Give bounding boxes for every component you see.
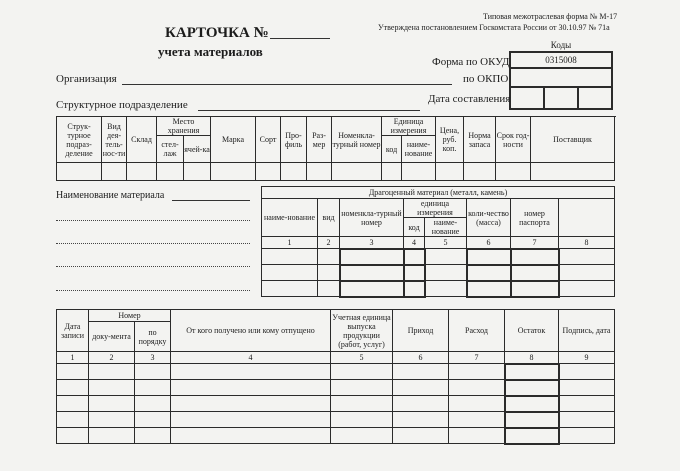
table-cell <box>559 199 615 237</box>
table-cell[interactable] <box>467 265 511 281</box>
column-number: 2 <box>89 352 135 364</box>
table-cell[interactable] <box>393 396 449 412</box>
material-name-line[interactable] <box>56 290 250 291</box>
table-cell[interactable] <box>511 265 559 281</box>
table-cell[interactable] <box>393 412 449 428</box>
table-cell[interactable] <box>467 281 511 297</box>
column-number: 2 <box>318 237 340 249</box>
table-cell[interactable] <box>262 249 318 265</box>
column-number: 1 <box>57 352 89 364</box>
table-cell[interactable] <box>318 249 340 265</box>
table-cell[interactable] <box>382 163 402 181</box>
table-cell[interactable] <box>256 163 281 181</box>
col-balance: Остаток <box>505 310 559 352</box>
col-record-date: Дата записи <box>57 310 89 352</box>
table-cell[interactable] <box>393 380 449 396</box>
col-precious-unit-code: код <box>404 218 425 237</box>
col-signature: Подпись, дата <box>559 310 615 352</box>
table-cell[interactable] <box>425 249 467 265</box>
table-cell[interactable] <box>404 265 425 281</box>
col-precious-name: наиме-нование <box>262 199 318 237</box>
card-subtitle: учета материалов <box>158 44 263 59</box>
table-cell[interactable] <box>505 380 559 396</box>
col-size: Раз-мер <box>307 117 332 163</box>
codes-table <box>509 39 613 110</box>
table-cell[interactable] <box>531 163 615 181</box>
column-number: 6 <box>467 237 511 249</box>
col-precious-qty: коли-чество (масса) <box>467 199 511 237</box>
column-number: 1 <box>262 237 318 249</box>
table-cell[interactable] <box>425 265 467 281</box>
table-cell[interactable] <box>393 364 449 380</box>
column-number: 4 <box>404 237 425 249</box>
table-cell[interactable] <box>340 249 404 265</box>
column-number: 9 <box>559 352 615 364</box>
material-name-line[interactable] <box>56 266 250 267</box>
table-cell[interactable] <box>449 380 505 396</box>
col-profile: Про-филь <box>281 117 307 163</box>
table-cell[interactable] <box>505 396 559 412</box>
table-cell[interactable] <box>402 163 436 181</box>
okud-code: 0315008 <box>510 52 612 68</box>
table-cell[interactable] <box>505 412 559 428</box>
column-number: 4 <box>171 352 331 364</box>
col-precious-type: вид <box>318 199 340 237</box>
table-cell[interactable] <box>505 428 559 444</box>
column-number: 8 <box>505 352 559 364</box>
subdivision-field[interactable] <box>198 110 420 111</box>
table-cell[interactable] <box>135 396 171 412</box>
precious-material-table <box>261 186 615 298</box>
precious-title: Драгоценный материал (металл, камень) <box>262 187 615 199</box>
date-year-cell[interactable] <box>578 87 612 109</box>
column-number: 5 <box>425 237 467 249</box>
table-cell[interactable] <box>559 249 615 265</box>
table-cell[interactable] <box>281 163 307 181</box>
table-cell[interactable] <box>171 396 331 412</box>
table-cell[interactable] <box>404 281 425 297</box>
table-cell[interactable] <box>559 380 615 396</box>
table-cell[interactable] <box>57 396 89 412</box>
table-cell[interactable] <box>211 163 256 181</box>
col-precious-unit-name: наиме-нование <box>425 218 467 237</box>
table-cell[interactable] <box>102 163 127 181</box>
column-number: 5 <box>331 352 393 364</box>
col-unit-name: наиме-нование <box>402 136 436 163</box>
date-label: Дата составления <box>428 93 511 105</box>
column-number: 6 <box>393 352 449 364</box>
col-precious-unit: единица измерения <box>404 199 467 218</box>
material-name-line[interactable] <box>56 220 250 221</box>
okud-label: Форма по ОКУД <box>432 56 510 68</box>
col-brand: Марка <box>211 117 256 163</box>
table-cell[interactable] <box>436 163 464 181</box>
table-cell[interactable] <box>318 265 340 281</box>
material-name-label: Наименование материала <box>56 190 165 201</box>
col-subdivision: Струк-турное подраз-деление <box>57 117 102 163</box>
table-cell[interactable] <box>511 281 559 297</box>
table-cell[interactable] <box>307 163 332 181</box>
column-number: 7 <box>449 352 505 364</box>
table-cell[interactable] <box>449 428 505 444</box>
table-cell[interactable] <box>393 428 449 444</box>
subdivision-label: Структурное подразделение <box>56 99 188 111</box>
col-expense: Расход <box>449 310 505 352</box>
table-cell[interactable] <box>89 364 135 380</box>
date-month-cell[interactable] <box>544 87 578 109</box>
col-cell: ячей-ка <box>184 136 211 163</box>
table-cell[interactable] <box>331 412 393 428</box>
table-cell[interactable] <box>449 396 505 412</box>
table-cell[interactable] <box>340 265 404 281</box>
col-price: Цена, руб. коп. <box>436 117 464 163</box>
table-cell[interactable] <box>464 163 496 181</box>
table-cell[interactable] <box>57 364 89 380</box>
table-cell[interactable] <box>171 380 331 396</box>
table-cell[interactable] <box>505 364 559 380</box>
column-number: 3 <box>340 237 404 249</box>
column-number: 3 <box>135 352 171 364</box>
table-cell[interactable] <box>559 265 615 281</box>
table-cell[interactable] <box>89 396 135 412</box>
table-cell[interactable] <box>89 428 135 444</box>
col-supplier: Поставщик <box>531 117 615 163</box>
table-cell[interactable] <box>511 249 559 265</box>
table-cell[interactable] <box>262 281 318 297</box>
codes-header: Коды <box>510 39 612 52</box>
col-income: Приход <box>393 310 449 352</box>
table-cell[interactable] <box>135 364 171 380</box>
material-name-field[interactable] <box>172 200 250 201</box>
table-cell[interactable] <box>171 364 331 380</box>
table-cell[interactable] <box>171 428 331 444</box>
table-cell[interactable] <box>449 364 505 380</box>
material-name-line[interactable] <box>56 243 250 244</box>
organization-field[interactable] <box>122 84 452 85</box>
col-shelf-life: Срок год-ности <box>496 117 531 163</box>
col-warehouse: Склад <box>127 117 157 163</box>
approval-label: Утверждена постановлением Госкомстата России от 30.10.97 № 71а <box>378 23 610 32</box>
col-document-number: доку-мента <box>89 322 135 352</box>
table-cell[interactable] <box>559 428 615 444</box>
table-cell[interactable] <box>559 281 615 297</box>
table-cell[interactable] <box>135 380 171 396</box>
table-cell[interactable] <box>559 364 615 380</box>
col-precious-passport: номер паспорта <box>511 199 559 237</box>
table-cell[interactable] <box>425 281 467 297</box>
table-cell[interactable] <box>332 163 382 181</box>
col-accounting-unit: Учетная единица выпуска продукции (работ, услуг) <box>331 310 393 352</box>
col-from-to: От кого получено или кому отпущено <box>171 310 331 352</box>
card-title: КАРТОЧКА № <box>165 25 269 41</box>
table-cell[interactable] <box>331 380 393 396</box>
table-cell[interactable] <box>331 364 393 380</box>
table-cell[interactable] <box>467 249 511 265</box>
table-cell[interactable] <box>57 163 102 181</box>
table-cell[interactable] <box>559 412 615 428</box>
col-rack: стел-лаж <box>157 136 184 163</box>
col-unit: Единица измерения <box>382 117 436 136</box>
col-precious-number: номенкла-турный номер <box>340 199 404 237</box>
table-cell[interactable] <box>89 412 135 428</box>
table-cell[interactable] <box>262 265 318 281</box>
table-cell[interactable] <box>404 249 425 265</box>
col-grade: Сорт <box>256 117 281 163</box>
table-cell[interactable] <box>496 163 531 181</box>
table-cell[interactable] <box>57 428 89 444</box>
col-number: Номер <box>89 310 171 322</box>
table-cell[interactable] <box>559 396 615 412</box>
col-stock-norm: Норма запаса <box>464 117 496 163</box>
column-number: 8 <box>559 237 615 249</box>
col-unit-code: код <box>382 136 402 163</box>
okpo-code-cell[interactable] <box>510 68 612 87</box>
table-cell[interactable] <box>57 412 89 428</box>
okpo-label: по ОКПО <box>463 73 509 85</box>
table-cell[interactable] <box>331 428 393 444</box>
organization-label: Организация <box>56 73 117 85</box>
table-cell[interactable] <box>340 281 404 297</box>
table-cell[interactable] <box>449 412 505 428</box>
col-storage-place: Место хранения <box>157 117 211 136</box>
table-cell[interactable] <box>157 163 184 181</box>
table-cell[interactable] <box>127 163 157 181</box>
table-cell[interactable] <box>135 412 171 428</box>
table-cell[interactable] <box>135 428 171 444</box>
col-activity: Вид дея-тель-нос-ти <box>102 117 127 163</box>
date-day-cell[interactable] <box>510 87 544 109</box>
table-cell[interactable] <box>318 281 340 297</box>
material-info-table <box>56 116 615 181</box>
table-cell[interactable] <box>57 380 89 396</box>
table-cell[interactable] <box>171 412 331 428</box>
col-item-number: Номенкла-турный номер <box>332 117 382 163</box>
table-cell[interactable] <box>331 396 393 412</box>
table-cell[interactable] <box>184 163 211 181</box>
movement-table <box>56 309 615 445</box>
table-cell[interactable] <box>89 380 135 396</box>
card-number-field[interactable] <box>270 38 330 39</box>
col-order-number: по порядку <box>135 322 171 352</box>
column-number: 7 <box>511 237 559 249</box>
form-type-label: Типовая межотраслевая форма № М-17 <box>483 12 618 21</box>
